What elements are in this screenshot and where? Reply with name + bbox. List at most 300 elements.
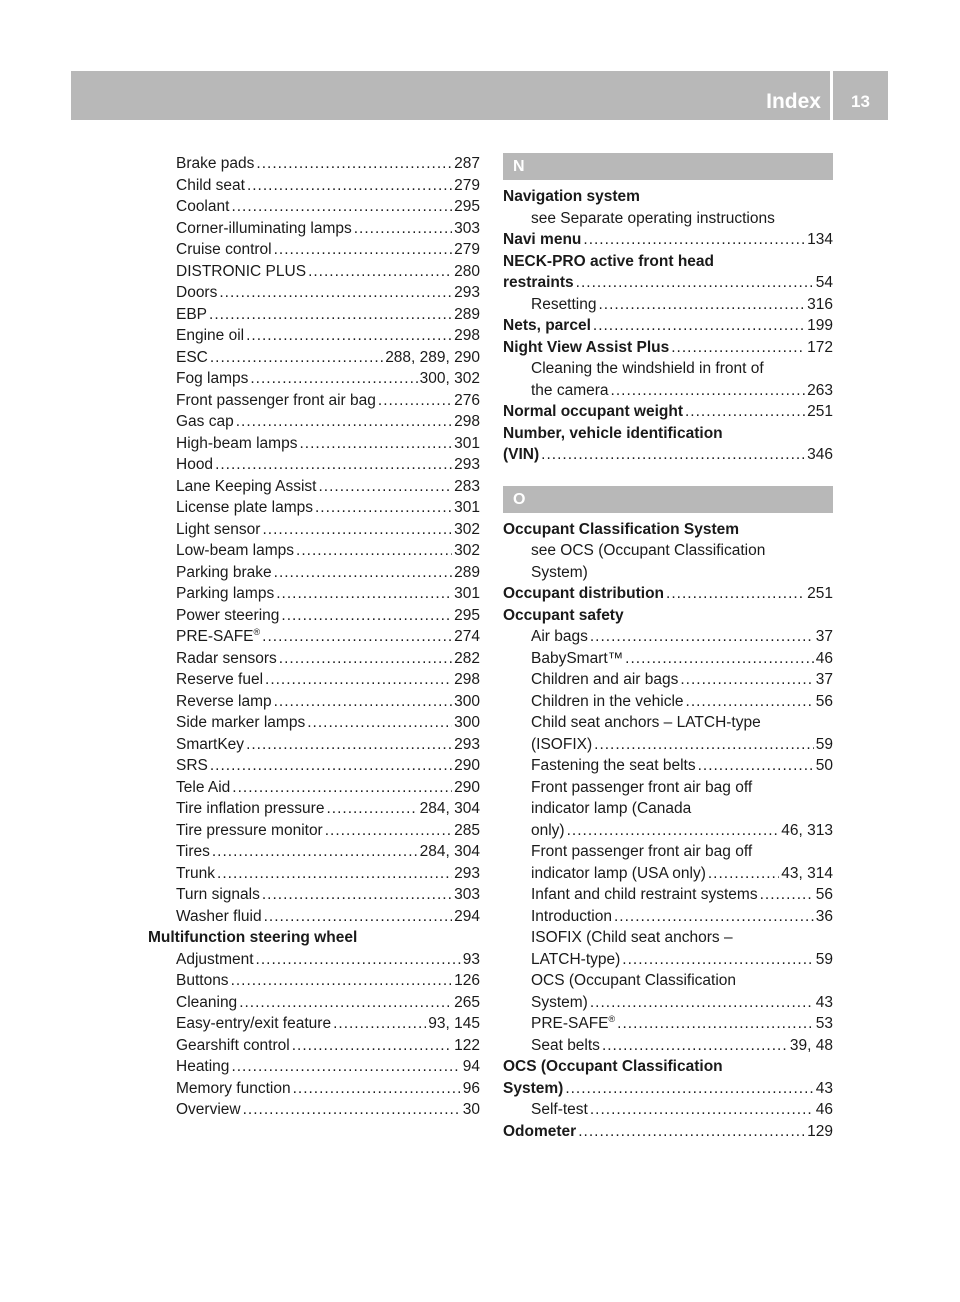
entry-label [176, 734, 244, 756]
entry-page-ref[interactable]: 251 [807, 403, 833, 420]
index-entry [503, 820, 833, 842]
entry-page-ref[interactable]: 284, 304 [419, 800, 480, 817]
index-text-line: Cleaning the windshield in front of [531, 360, 764, 377]
entry-page-ref[interactable]: 46 [815, 649, 833, 667]
entry-page-ref[interactable]: 295 [454, 198, 480, 215]
entry-page-ref[interactable]: 294 [454, 907, 480, 925]
index-entry [148, 583, 480, 605]
dot-leader [246, 734, 452, 756]
index-entry [148, 626, 480, 648]
entry-label [531, 734, 592, 756]
dot-leader [686, 691, 814, 713]
entry-label-text: Lane Keeping Assist [176, 477, 317, 495]
entry-page-ref[interactable]: 43, 314 [781, 864, 833, 882]
index-entry [503, 755, 833, 777]
entry-label [176, 712, 305, 734]
index-text-line: Front passenger front air bag off [531, 843, 753, 860]
entry-label [503, 272, 574, 294]
entry-label-text: BabySmart™ [531, 649, 624, 667]
entry-label [176, 949, 254, 971]
entry-page-ref[interactable]: 298 [454, 413, 480, 430]
entry-page-ref[interactable]: 30 [462, 1101, 480, 1118]
entry-page-ref[interactable]: 283 [454, 477, 480, 495]
index-entry [148, 540, 480, 562]
entry-page-ref[interactable]: 37 [815, 628, 833, 645]
entry-page-ref[interactable]: 36 [815, 907, 833, 925]
index-entry [503, 949, 833, 971]
dot-leader [598, 294, 805, 316]
entry-label-text: Tire inflation pressure [176, 800, 325, 817]
entry-label-text: Occupant distribution [503, 585, 665, 602]
entry-label [176, 798, 324, 820]
entry-label [503, 1078, 563, 1100]
entry-label-text: System) [503, 1079, 564, 1097]
entry-label [176, 863, 215, 885]
entry-label [176, 669, 263, 691]
index-entry [148, 1056, 480, 1078]
entry-label-text: Fastening the seat belts [531, 757, 696, 774]
entry-label-text: Reserve fuel [176, 671, 264, 688]
entry-label-text: Reverse lamp [176, 692, 272, 710]
dot-leader [578, 1121, 805, 1143]
entry-label [176, 304, 207, 326]
entry-label-text: indicator lamp (USA only) [531, 864, 706, 882]
entry-label-text: Radar sensors [176, 649, 277, 667]
dot-leader [274, 562, 452, 584]
index-entry [148, 1099, 480, 1121]
dot-leader [279, 648, 452, 670]
entry-label-text: Buttons [176, 972, 229, 989]
entry-page-ref[interactable]: 280 [454, 262, 480, 280]
dot-leader [250, 368, 417, 390]
entry-page-ref[interactable]: 293 [454, 864, 480, 882]
entry-label [503, 401, 683, 423]
index-entry [148, 841, 480, 863]
entry-label [176, 196, 229, 218]
dot-leader [265, 669, 452, 691]
index-entry [148, 218, 480, 240]
dot-leader [247, 175, 452, 197]
dot-leader [666, 583, 805, 605]
dot-leader [602, 1035, 788, 1057]
dot-leader [326, 798, 417, 820]
entry-label-text: EBP [176, 305, 208, 323]
entry-label-text: Introduction [531, 907, 612, 925]
entry-label-text: Tele Aid [176, 778, 231, 796]
index-letter-heading: N [503, 153, 833, 180]
dot-leader [617, 1013, 814, 1035]
dot-leader [680, 669, 813, 691]
dot-leader [262, 884, 452, 906]
entry-label-text: Self-test [531, 1101, 588, 1118]
index-entry [148, 390, 480, 412]
entry-label-text: Normal occupant weight [503, 403, 683, 420]
dot-leader [593, 315, 805, 337]
entry-label [531, 820, 565, 842]
index-entry [148, 562, 480, 584]
index-entry [148, 476, 480, 498]
index-entry [148, 691, 480, 713]
index-entry [148, 282, 480, 304]
entry-label [176, 454, 213, 476]
entry-page-ref[interactable]: 301 [454, 585, 480, 602]
entry-page-ref[interactable]: 289 [454, 563, 480, 581]
entry-page-ref[interactable]: 303 [454, 219, 480, 237]
entry-page-ref[interactable]: 265 [454, 993, 480, 1011]
entry-label-text: Parking brake [176, 563, 272, 581]
dot-leader [541, 444, 805, 466]
dot-leader [611, 380, 806, 402]
entry-page-ref[interactable]: 39, 48 [789, 1036, 833, 1054]
index-entry [503, 884, 833, 906]
entry-label-text: Light sensor [176, 520, 261, 538]
entry-page-ref[interactable]: 276 [454, 391, 480, 409]
entry-page-ref[interactable]: 93, 145 [428, 1015, 480, 1032]
entry-page-ref[interactable]: 93 [462, 950, 480, 968]
entry-page-ref[interactable]: 53 [815, 1015, 833, 1032]
entry-label [503, 315, 591, 337]
entry-page-ref[interactable]: 134 [807, 231, 833, 248]
entry-label [176, 841, 210, 863]
entry-label [176, 777, 230, 799]
registered-mark: ® [608, 1013, 616, 1024]
dot-leader [246, 325, 452, 347]
entry-page-ref[interactable]: 43 [815, 1079, 833, 1097]
index-heading: Occupant safety [503, 606, 624, 624]
entry-label [176, 540, 294, 562]
dot-leader [293, 1078, 461, 1100]
entry-page-ref[interactable]: 172 [807, 338, 833, 356]
dot-leader [274, 691, 453, 713]
entry-label-text: only) [531, 821, 565, 839]
entry-label-text: System) [531, 993, 588, 1011]
entry-label [531, 992, 588, 1014]
index-entry [503, 1035, 833, 1057]
dot-leader [232, 777, 452, 799]
index-entry [148, 605, 480, 627]
index-entry [148, 884, 480, 906]
entry-page-ref[interactable]: 316 [807, 295, 833, 313]
dot-leader [685, 401, 805, 423]
entry-page-ref[interactable]: 50 [815, 757, 833, 774]
index-entry [503, 272, 833, 294]
dot-leader [614, 906, 814, 928]
entry-page-ref[interactable]: 37 [815, 671, 833, 688]
dot-leader [236, 411, 452, 433]
index-text-line: indicator lamp (Canada [531, 800, 692, 817]
index-entry [148, 347, 480, 369]
index-entry [148, 777, 480, 799]
index-entry [148, 239, 480, 261]
entry-label [176, 153, 254, 175]
entry-page-ref[interactable]: 129 [807, 1122, 833, 1140]
entry-label-text: Nets, parcel [503, 317, 591, 334]
dot-leader [583, 229, 805, 251]
entry-label-text: (VIN) [503, 446, 540, 463]
index-entry [148, 755, 480, 777]
entry-label-text: (ISOFIX) [531, 735, 593, 753]
index-entry [503, 906, 833, 928]
entry-label [503, 1121, 576, 1143]
index-heading: Navigation system [503, 188, 640, 205]
entry-page-ref[interactable]: 54 [815, 274, 833, 291]
dot-leader [378, 390, 452, 412]
dot-leader [210, 347, 383, 369]
entry-label [531, 648, 623, 670]
entry-page-ref[interactable]: 289 [454, 305, 480, 323]
index-entry [148, 411, 480, 433]
entry-label [176, 906, 262, 928]
entry-page-ref[interactable]: 279 [454, 176, 480, 194]
entry-page-ref[interactable]: 94 [462, 1058, 480, 1075]
entry-page-ref[interactable]: 300 [454, 714, 480, 731]
entry-page-ref[interactable]: 301 [454, 499, 480, 516]
entry-label [176, 347, 208, 369]
entry-label [503, 444, 539, 466]
entry-page-ref[interactable]: 298 [454, 327, 480, 344]
index-entry [148, 906, 480, 928]
dot-leader [565, 1078, 813, 1100]
dot-leader [671, 337, 805, 359]
entry-label-text: Infant and child restraint systems [531, 886, 758, 903]
entry-page-ref[interactable]: 346 [807, 446, 833, 463]
index-entry [148, 454, 480, 476]
index-entry [148, 497, 480, 519]
index-entry [503, 669, 833, 691]
index-text-line: see OCS (Occupant Classification [531, 542, 766, 559]
index-entry [503, 1078, 833, 1100]
index-entry [503, 444, 833, 466]
index-heading: Occupant Classification System [503, 520, 740, 538]
entry-label-text: License plate lamps [176, 499, 313, 516]
entry-label-text: Night View Assist Plus [503, 338, 670, 356]
entry-label [176, 519, 260, 541]
index-entry [148, 175, 480, 197]
index-entry [148, 304, 480, 326]
entry-page-ref[interactable]: 285 [454, 821, 480, 839]
entry-page-ref[interactable]: 56 [815, 886, 833, 903]
entry-label [176, 648, 277, 670]
dot-leader [590, 1099, 814, 1121]
entry-label-text: Cruise control [176, 241, 272, 258]
entry-label-text: ESC [176, 348, 208, 366]
index-entry [148, 669, 480, 691]
index-heading: Multifunction steering wheel [148, 929, 358, 946]
index-entry [148, 863, 480, 885]
entry-label [176, 1035, 290, 1057]
dot-leader [308, 261, 452, 283]
entry-label-text: Doors [176, 284, 218, 301]
entry-page-ref[interactable]: 303 [454, 886, 480, 903]
entry-label-text: PRE-SAFE [531, 1015, 609, 1032]
entry-label-text: Side marker lamps [176, 714, 306, 731]
entry-label-text: Tire pressure monitor [176, 821, 323, 839]
index-entry [148, 992, 480, 1014]
entry-label-text: Engine oil [176, 327, 245, 344]
entry-label-text: Child seat [176, 176, 245, 194]
entry-label [503, 229, 581, 251]
dot-leader [212, 841, 418, 863]
index-entry [148, 325, 480, 347]
dot-leader [281, 605, 452, 627]
entry-label-text: Parking lamps [176, 585, 275, 602]
entry-label-text: Air bags [531, 628, 588, 645]
dot-leader [325, 820, 452, 842]
entry-label [176, 1056, 229, 1078]
index-text-line: Child seat anchors – LATCH-type [531, 714, 761, 731]
entry-label-text: Hood [176, 456, 214, 473]
entry-page-ref[interactable]: 56 [815, 692, 833, 710]
entry-page-ref[interactable]: 279 [454, 241, 480, 258]
index-entry [148, 798, 480, 820]
index-entry [503, 229, 833, 251]
index-entry [503, 337, 833, 359]
page-number: 13 [851, 92, 870, 111]
entry-label [176, 433, 297, 455]
dot-leader [217, 863, 452, 885]
page-header [71, 71, 888, 120]
entry-label [531, 884, 758, 906]
entry-label [531, 380, 609, 402]
index-entry [503, 315, 833, 337]
dot-leader [567, 820, 780, 842]
entry-label [176, 755, 208, 777]
index-entry [148, 1078, 480, 1100]
entry-label [531, 1099, 588, 1121]
entry-page-ref[interactable]: 293 [454, 735, 480, 753]
entry-page-ref[interactable]: 274 [454, 628, 480, 645]
entry-page-ref[interactable]: 293 [454, 456, 480, 473]
entry-label-text: DISTRONIC PLUS [176, 262, 307, 280]
dot-leader [698, 755, 814, 777]
entry-page-ref[interactable]: 122 [454, 1036, 480, 1054]
index-heading: OCS (Occupant Classification [503, 1058, 723, 1075]
entry-label [176, 992, 237, 1014]
entry-label [176, 411, 234, 433]
dot-leader [262, 519, 452, 541]
entry-label-text: Cleaning [176, 993, 238, 1011]
entry-label [176, 970, 229, 992]
entry-label [531, 669, 678, 691]
index-entry [503, 863, 833, 885]
entry-page-ref[interactable]: 302 [454, 542, 480, 559]
entry-label [176, 368, 248, 390]
dot-leader [210, 755, 452, 777]
index-column-left [148, 153, 480, 1121]
entry-label [176, 1099, 241, 1121]
entry-page-ref[interactable]: 126 [454, 972, 480, 989]
entry-label-text: Children and air bags [531, 671, 679, 688]
entry-label [176, 261, 306, 283]
index-entry [148, 1035, 480, 1057]
entry-label [176, 476, 316, 498]
entry-label [531, 755, 696, 777]
index-heading: Number, vehicle identification [503, 424, 723, 442]
entry-label-text: Power steering [176, 606, 280, 624]
index-entry [148, 261, 480, 283]
entry-page-ref[interactable]: 59 [815, 735, 833, 753]
entry-page-ref[interactable]: 302 [454, 520, 480, 538]
entry-label-text: Overview [176, 1101, 241, 1118]
entry-label-text: Low-beam lamps [176, 542, 295, 559]
entry-label-text: Odometer [503, 1122, 577, 1140]
index-entry [148, 648, 480, 670]
index-entry [148, 734, 480, 756]
index-entry [503, 380, 833, 402]
entry-label [503, 337, 669, 359]
entry-page-ref[interactable]: 288, 289, 290 [385, 348, 480, 366]
entry-label [531, 691, 684, 713]
dot-leader [215, 454, 452, 476]
dot-leader [264, 906, 453, 928]
dot-leader [274, 239, 453, 261]
index-text-line: OCS (Occupant Classification [531, 972, 737, 989]
dot-leader [231, 196, 452, 218]
entry-page-ref[interactable]: 287 [454, 155, 480, 172]
index-text-line: System) [531, 563, 588, 581]
entry-label [176, 1078, 291, 1100]
entry-page-ref[interactable]: 300, 302 [419, 370, 480, 387]
entry-page-ref[interactable]: 300 [454, 692, 480, 710]
entry-label-text: Resetting [531, 295, 597, 313]
entry-page-ref[interactable]: 199 [807, 317, 833, 334]
entry-label [176, 239, 272, 261]
entry-label [176, 820, 323, 842]
entry-label-text: SRS [176, 757, 208, 774]
entry-page-ref[interactable]: 290 [454, 757, 480, 774]
index-heading: NECK-PRO active front head [503, 252, 715, 270]
index-entry [148, 196, 480, 218]
entry-page-ref[interactable]: 46 [815, 1101, 833, 1118]
entry-page-ref[interactable]: 282 [454, 649, 480, 667]
entry-label-text: Adjustment [176, 950, 254, 968]
entry-label-text: Brake pads [176, 155, 255, 172]
entry-label-text: High-beam lamps [176, 434, 298, 452]
entry-page-ref[interactable]: 295 [454, 606, 480, 624]
entry-page-ref[interactable]: 263 [807, 381, 833, 399]
entry-page-ref[interactable]: 43 [815, 993, 833, 1011]
dot-leader [576, 272, 814, 294]
index-entry [148, 153, 480, 175]
entry-page-ref[interactable]: 298 [454, 671, 480, 688]
entry-label-text: Seat belts [531, 1036, 600, 1054]
entry-label-text: Navi menu [503, 231, 582, 248]
index-entry [503, 1013, 833, 1035]
entry-page-ref[interactable]: 46, 313 [781, 821, 833, 839]
dot-leader [256, 153, 452, 175]
entry-page-ref[interactable]: 284, 304 [419, 843, 480, 860]
entry-page-ref[interactable]: 96 [462, 1079, 480, 1097]
entry-label [531, 626, 588, 648]
entry-label-text: Fog lamps [176, 370, 249, 387]
entry-page-ref[interactable]: 293 [454, 284, 480, 301]
entry-page-ref[interactable]: 251 [807, 585, 833, 602]
dot-leader [333, 1013, 426, 1035]
entry-label-text: Heating [176, 1058, 230, 1075]
dot-leader [307, 712, 452, 734]
entry-label [503, 583, 664, 605]
entry-page-ref[interactable]: 59 [815, 950, 833, 968]
dot-leader [590, 992, 814, 1014]
entry-page-ref[interactable]: 301 [454, 434, 480, 452]
entry-page-ref[interactable]: 290 [454, 778, 480, 796]
entry-label [176, 390, 376, 412]
entry-label-text: PRE-SAFE [176, 628, 254, 645]
dot-leader [231, 970, 453, 992]
entry-label [176, 218, 352, 240]
entry-label [531, 863, 706, 885]
entry-label-text: Easy-entry/exit feature [176, 1015, 332, 1032]
